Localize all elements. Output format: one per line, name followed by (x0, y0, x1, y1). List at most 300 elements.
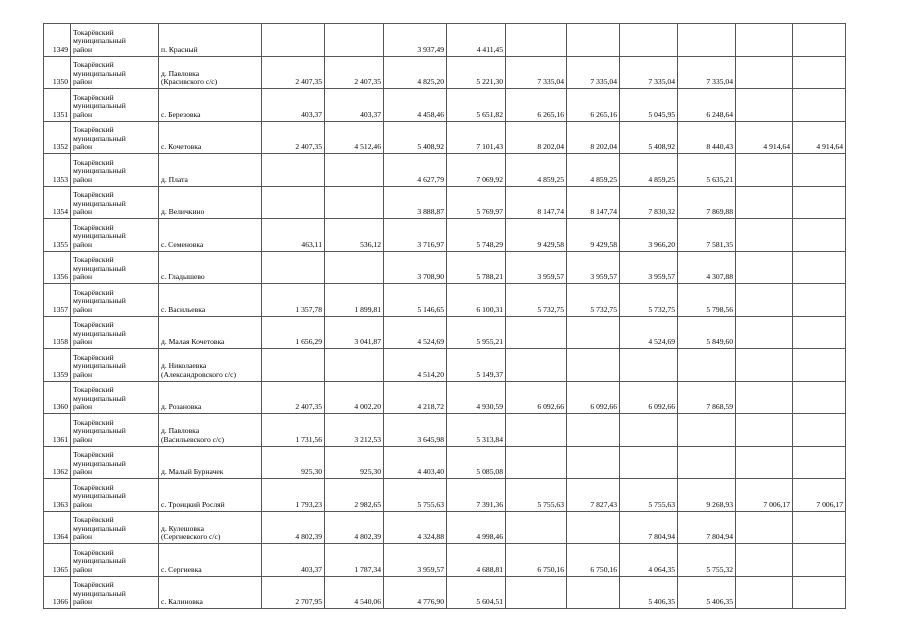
locality-cell (159, 544, 262, 577)
value-cell (793, 89, 846, 122)
locality-line: д. Кулешовка (161, 523, 204, 533)
row-number: 1351 (44, 89, 71, 122)
value-cell: 4 825,20 (384, 56, 447, 89)
district-line: Токарёвский (73, 255, 114, 265)
district-line: район (73, 77, 93, 87)
value-cell: 5 798,56 (678, 284, 736, 317)
table-row (44, 414, 846, 447)
table-row (44, 89, 846, 122)
value-cell: 1 357,78 (262, 284, 325, 317)
district-line: район (73, 44, 93, 54)
value-cell: 1 656,29 (262, 316, 325, 349)
value-cell (325, 24, 384, 57)
table-row (44, 284, 846, 317)
district-line: Токарёвский (73, 190, 114, 200)
district-cell (71, 219, 159, 252)
value-cell (262, 186, 325, 219)
value-cell (678, 24, 736, 57)
district-line: муниципальный (73, 458, 126, 468)
value-cell (506, 511, 567, 544)
district-line: район (73, 402, 93, 412)
district-line: муниципальный (73, 36, 126, 46)
value-cell: 7 868,59 (678, 381, 736, 414)
row-number: 1355 (44, 219, 71, 252)
value-cell (736, 154, 793, 187)
value-cell: 463,11 (262, 219, 325, 252)
district-line: муниципальный (73, 361, 126, 371)
district-cell (71, 446, 159, 479)
value-cell (506, 576, 567, 609)
value-cell: 7 335,04 (567, 56, 620, 89)
district-line: Токарёвский (73, 515, 114, 525)
district-line: район (73, 532, 93, 542)
value-cell (736, 219, 793, 252)
value-cell: 3 959,57 (620, 251, 678, 284)
value-cell: 536,12 (325, 219, 384, 252)
district-line: Токарёвский (73, 60, 114, 70)
value-cell (793, 349, 846, 382)
value-cell: 7 006,17 (793, 479, 846, 512)
row-number: 1366 (44, 576, 71, 609)
value-cell: 3 716,97 (384, 219, 447, 252)
district-line: район (73, 597, 93, 607)
value-cell: 5 732,75 (506, 284, 567, 317)
value-cell: 5 755,63 (506, 479, 567, 512)
value-cell (567, 414, 620, 447)
district-cell (71, 24, 159, 57)
locality-cell (159, 121, 262, 154)
district-line: Токарёвский (73, 27, 114, 37)
district-cell (71, 349, 159, 382)
value-cell (793, 186, 846, 219)
value-cell: 4 524,69 (384, 316, 447, 349)
value-cell: 403,37 (262, 544, 325, 577)
value-cell (793, 544, 846, 577)
value-cell: 4 627,79 (384, 154, 447, 187)
value-cell: 5 408,92 (620, 121, 678, 154)
table-row (44, 446, 846, 479)
district-line: Токарёвский (73, 385, 114, 395)
value-cell: 4 307,88 (678, 251, 736, 284)
value-cell (620, 414, 678, 447)
row-number: 1365 (44, 544, 71, 577)
value-cell (325, 154, 384, 187)
value-cell: 2 982,65 (325, 479, 384, 512)
value-cell: 7 335,04 (506, 56, 567, 89)
locality-line: с. Гладышево (161, 272, 205, 282)
district-line: Токарёвский (73, 352, 114, 362)
district-line: район (73, 109, 93, 119)
district-line: муниципальный (73, 556, 126, 566)
district-cell (71, 544, 159, 577)
value-cell: 5 651,82 (447, 89, 506, 122)
value-cell: 3 959,57 (384, 544, 447, 577)
value-cell: 3 212,53 (325, 414, 384, 447)
value-cell: 4 998,46 (447, 511, 506, 544)
value-cell: 2 407,35 (262, 56, 325, 89)
table-row (44, 576, 846, 609)
district-cell (71, 576, 159, 609)
table-row (44, 316, 846, 349)
value-cell: 9 429,58 (567, 219, 620, 252)
value-cell: 4 914,64 (793, 121, 846, 154)
locality-line: д. Малая Кочетовка (161, 337, 225, 347)
locality-line: с. Сергиевка (161, 564, 202, 574)
district-line: муниципальный (73, 101, 126, 111)
value-cell: 4 064,35 (620, 544, 678, 577)
district-line: Токарёвский (73, 125, 114, 135)
value-cell: 3 645,98 (384, 414, 447, 447)
value-cell (620, 446, 678, 479)
value-cell (736, 349, 793, 382)
value-cell: 4 002,20 (325, 381, 384, 414)
tariff-table (43, 23, 846, 609)
district-line: район (73, 369, 93, 379)
district-line: муниципальный (73, 491, 126, 501)
value-cell: 4 411,45 (447, 24, 506, 57)
value-cell (793, 576, 846, 609)
district-cell (71, 316, 159, 349)
locality-cell (159, 381, 262, 414)
table-row (44, 56, 846, 89)
value-cell: 1 793,23 (262, 479, 325, 512)
district-line: район (73, 564, 93, 574)
value-cell: 6 092,66 (506, 381, 567, 414)
district-line: Токарёвский (73, 320, 114, 330)
value-cell: 5 406,35 (620, 576, 678, 609)
value-cell (736, 576, 793, 609)
table-row (44, 154, 846, 187)
value-cell: 5 955,21 (447, 316, 506, 349)
district-line: муниципальный (73, 198, 126, 208)
value-cell: 925,30 (262, 446, 325, 479)
value-cell: 7 335,04 (678, 56, 736, 89)
value-cell (506, 316, 567, 349)
value-cell: 4 403,40 (384, 446, 447, 479)
value-cell: 5 604,51 (447, 576, 506, 609)
row-number: 1354 (44, 186, 71, 219)
value-cell (736, 446, 793, 479)
locality-cell (159, 56, 262, 89)
row-number: 1359 (44, 349, 71, 382)
district-line: муниципальный (73, 296, 126, 306)
locality-cell (159, 316, 262, 349)
row-number: 1358 (44, 316, 71, 349)
district-cell (71, 89, 159, 122)
value-cell: 7 869,88 (678, 186, 736, 219)
district-cell (71, 56, 159, 89)
locality-cell (159, 284, 262, 317)
row-number: 1349 (44, 24, 71, 57)
locality-line: п. Красный (161, 44, 198, 54)
value-cell: 5 221,30 (447, 56, 506, 89)
value-cell: 3 041,87 (325, 316, 384, 349)
district-cell (71, 154, 159, 187)
value-cell: 4 218,72 (384, 381, 447, 414)
value-cell: 8 202,04 (506, 121, 567, 154)
locality-cell (159, 24, 262, 57)
value-cell: 5 755,63 (620, 479, 678, 512)
row-number: 1352 (44, 121, 71, 154)
value-cell: 9 429,58 (506, 219, 567, 252)
value-cell: 1 899,81 (325, 284, 384, 317)
value-cell: 7 804,94 (620, 511, 678, 544)
value-cell (793, 56, 846, 89)
row-number: 1350 (44, 56, 71, 89)
value-cell (736, 511, 793, 544)
value-cell: 6 265,16 (567, 89, 620, 122)
district-line: район (73, 499, 93, 509)
value-cell (506, 349, 567, 382)
locality-cell (159, 414, 262, 447)
value-cell: 2 407,35 (325, 56, 384, 89)
value-cell: 5 755,63 (384, 479, 447, 512)
table-row (44, 24, 846, 57)
value-cell: 2 707,95 (262, 576, 325, 609)
value-cell: 5 635,21 (678, 154, 736, 187)
value-cell: 8 440,43 (678, 121, 736, 154)
value-cell: 4 930,59 (447, 381, 506, 414)
table-row (44, 544, 846, 577)
value-cell: 4 324,88 (384, 511, 447, 544)
locality-line: д. Величкино (161, 207, 205, 217)
value-cell: 4 859,25 (506, 154, 567, 187)
value-cell: 5 146,65 (384, 284, 447, 317)
district-cell (71, 251, 159, 284)
locality-cell (159, 186, 262, 219)
value-cell: 4 524,69 (620, 316, 678, 349)
value-cell (325, 251, 384, 284)
district-cell (71, 479, 159, 512)
district-cell (71, 511, 159, 544)
value-cell: 6 100,31 (447, 284, 506, 317)
district-line: муниципальный (73, 523, 126, 533)
value-cell (736, 56, 793, 89)
value-cell (567, 511, 620, 544)
value-cell (620, 349, 678, 382)
value-cell: 5 045,95 (620, 89, 678, 122)
table-row (44, 381, 846, 414)
value-cell (736, 186, 793, 219)
value-cell: 4 859,25 (567, 154, 620, 187)
value-cell: 7 581,35 (678, 219, 736, 252)
locality-line: с. Кочетовка (161, 142, 202, 152)
locality-line: д. Николаевка (161, 361, 207, 371)
locality-line: д. Павловка (161, 68, 200, 78)
locality-line: (Красивского с/с) (161, 77, 218, 87)
value-cell (262, 24, 325, 57)
value-cell: 5 149,37 (447, 349, 506, 382)
table-row (44, 511, 846, 544)
row-number: 1357 (44, 284, 71, 317)
row-number: 1363 (44, 479, 71, 512)
table-row (44, 186, 846, 219)
district-line: Токарёвский (73, 222, 114, 232)
value-cell: 7 101,43 (447, 121, 506, 154)
value-cell: 7 391,36 (447, 479, 506, 512)
row-number: 1356 (44, 251, 71, 284)
locality-line: (Сергиевского с/с) (161, 532, 221, 542)
value-cell: 2 407,35 (262, 381, 325, 414)
value-cell: 3 959,57 (567, 251, 620, 284)
value-cell: 8 147,74 (567, 186, 620, 219)
table-row (44, 479, 846, 512)
value-cell: 9 268,93 (678, 479, 736, 512)
district-line: муниципальный (73, 133, 126, 143)
district-line: муниципальный (73, 263, 126, 273)
row-number: 1361 (44, 414, 71, 447)
value-cell (567, 446, 620, 479)
value-cell: 2 407,35 (262, 121, 325, 154)
value-cell (793, 414, 846, 447)
value-cell: 5 769,97 (447, 186, 506, 219)
district-line: Токарёвский (73, 417, 114, 427)
value-cell (325, 186, 384, 219)
district-line: район (73, 467, 93, 477)
value-cell: 3 959,57 (506, 251, 567, 284)
district-cell (71, 414, 159, 447)
district-line: муниципальный (73, 588, 126, 598)
value-cell: 6 092,66 (567, 381, 620, 414)
value-cell: 7 335,04 (620, 56, 678, 89)
value-cell: 4 802,39 (325, 511, 384, 544)
value-cell (506, 414, 567, 447)
value-cell: 4 514,20 (384, 349, 447, 382)
value-cell (678, 414, 736, 447)
district-line: муниципальный (73, 68, 126, 78)
table-row (44, 251, 846, 284)
value-cell: 4 688,81 (447, 544, 506, 577)
district-line: Токарёвский (73, 547, 114, 557)
value-cell: 4 458,46 (384, 89, 447, 122)
district-line: муниципальный (73, 328, 126, 338)
locality-cell (159, 479, 262, 512)
locality-line: д. Малый Бурначек (161, 467, 224, 477)
value-cell: 7 069,92 (447, 154, 506, 187)
district-line: муниципальный (73, 426, 126, 436)
value-cell: 7 830,32 (620, 186, 678, 219)
value-cell: 4 802,39 (262, 511, 325, 544)
table-row (44, 219, 846, 252)
district-line: район (73, 434, 93, 444)
value-cell (620, 24, 678, 57)
value-cell (506, 446, 567, 479)
value-cell: 3 966,20 (620, 219, 678, 252)
district-line: район (73, 142, 93, 152)
district-line: район (73, 207, 93, 217)
value-cell: 4 540,06 (325, 576, 384, 609)
value-cell: 6 265,16 (506, 89, 567, 122)
value-cell (793, 251, 846, 284)
locality-line: с. Калиновка (161, 597, 203, 607)
row-number: 1360 (44, 381, 71, 414)
row-number: 1364 (44, 511, 71, 544)
value-cell: 4 859,25 (620, 154, 678, 187)
row-number: 1362 (44, 446, 71, 479)
locality-line: д. Розановка (161, 402, 202, 412)
district-line: муниципальный (73, 231, 126, 241)
district-line: Токарёвский (73, 92, 114, 102)
value-cell (567, 349, 620, 382)
value-cell: 7 804,94 (678, 511, 736, 544)
district-line: район (73, 304, 93, 314)
value-cell (262, 349, 325, 382)
district-cell (71, 381, 159, 414)
value-cell (678, 349, 736, 382)
value-cell: 1 731,56 (262, 414, 325, 447)
district-line: Токарёвский (73, 287, 114, 297)
value-cell: 4 776,90 (384, 576, 447, 609)
value-cell: 403,37 (325, 89, 384, 122)
value-cell: 6 092,66 (620, 381, 678, 414)
locality-line: с. Васильевка (161, 304, 206, 314)
value-cell (793, 154, 846, 187)
value-cell (793, 511, 846, 544)
locality-line: (Александровского с/с) (161, 369, 237, 379)
locality-cell (159, 89, 262, 122)
locality-cell (159, 446, 262, 479)
value-cell (262, 251, 325, 284)
value-cell: 6 750,16 (567, 544, 620, 577)
value-cell: 5 313,84 (447, 414, 506, 447)
value-cell: 8 147,74 (506, 186, 567, 219)
value-cell: 5 085,08 (447, 446, 506, 479)
value-cell (736, 414, 793, 447)
value-cell (793, 219, 846, 252)
value-cell (506, 24, 567, 57)
locality-cell (159, 154, 262, 187)
value-cell (736, 284, 793, 317)
value-cell (736, 316, 793, 349)
value-cell: 4 914,64 (736, 121, 793, 154)
value-cell: 5 406,35 (678, 576, 736, 609)
locality-line: д. Павловка (161, 426, 200, 436)
value-cell (567, 316, 620, 349)
locality-cell (159, 219, 262, 252)
value-cell: 3 708,90 (384, 251, 447, 284)
value-cell: 6 248,64 (678, 89, 736, 122)
locality-cell (159, 349, 262, 382)
district-line: Токарёвский (73, 157, 114, 167)
value-cell: 5 788,21 (447, 251, 506, 284)
district-line: муниципальный (73, 166, 126, 176)
value-cell (793, 446, 846, 479)
table-row (44, 121, 846, 154)
district-cell (71, 284, 159, 317)
locality-cell (159, 251, 262, 284)
value-cell: 7 006,17 (736, 479, 793, 512)
locality-cell (159, 511, 262, 544)
value-cell: 403,37 (262, 89, 325, 122)
district-line: район (73, 337, 93, 347)
value-cell (736, 544, 793, 577)
value-cell (793, 381, 846, 414)
value-cell (793, 24, 846, 57)
value-cell: 1 787,34 (325, 544, 384, 577)
locality-cell (159, 576, 262, 609)
value-cell: 5 748,29 (447, 219, 506, 252)
table-row (44, 349, 846, 382)
locality-line: д. Плата (161, 174, 188, 184)
value-cell: 925,30 (325, 446, 384, 479)
value-cell: 6 750,16 (506, 544, 567, 577)
value-cell: 8 202,04 (567, 121, 620, 154)
district-line: Токарёвский (73, 450, 114, 460)
value-cell: 5 755,32 (678, 544, 736, 577)
district-cell (71, 121, 159, 154)
district-line: муниципальный (73, 393, 126, 403)
locality-line: (Васильевского с/с) (161, 434, 225, 444)
